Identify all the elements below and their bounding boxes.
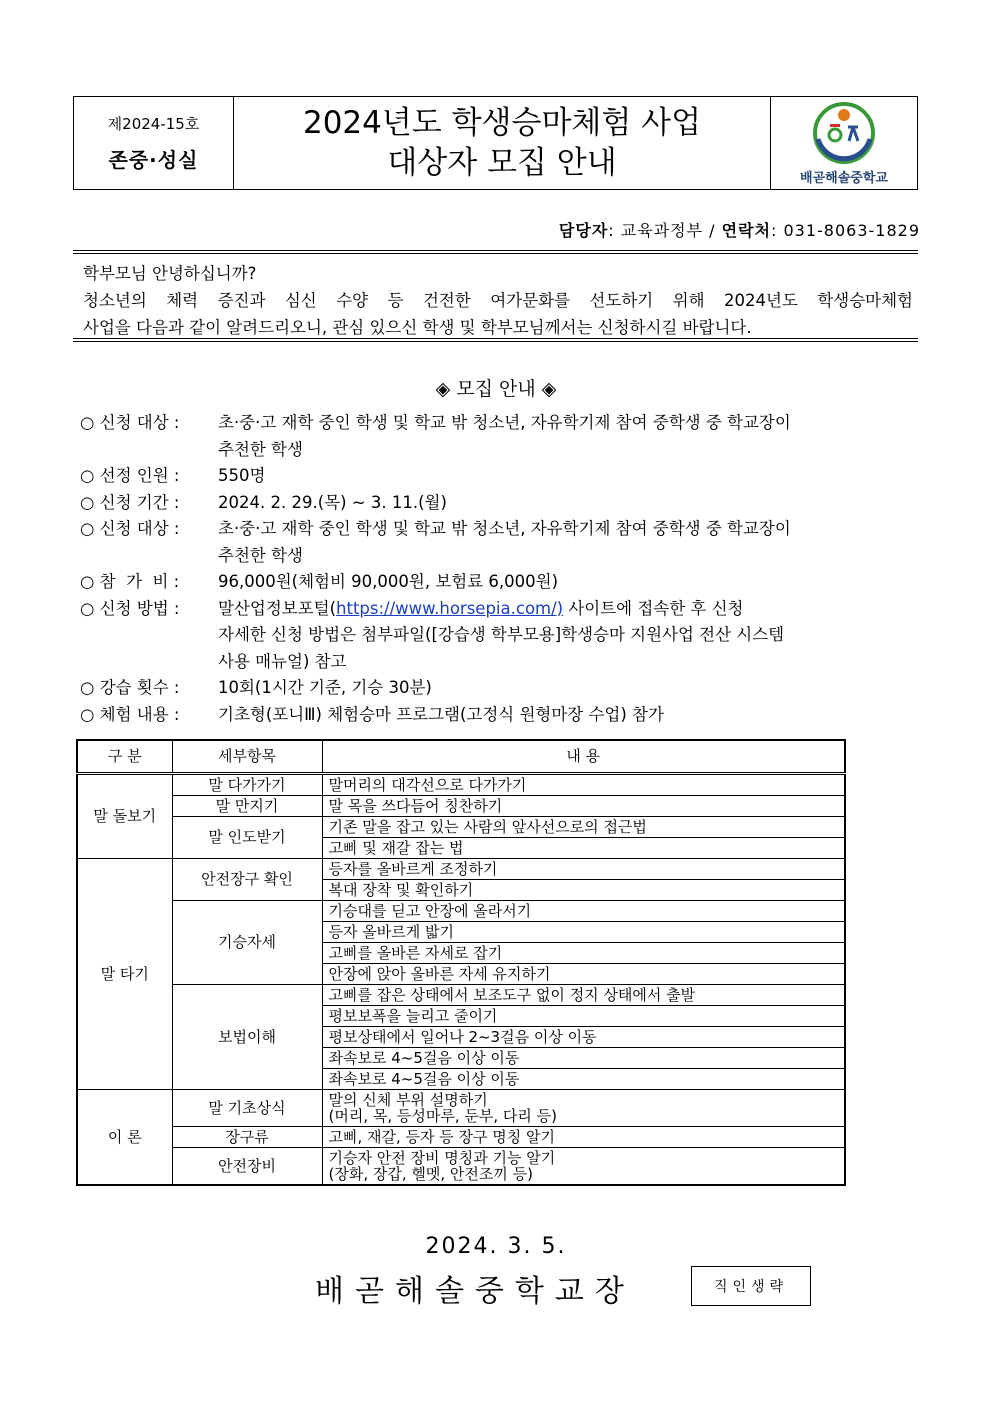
item-value: 기초형(포니Ⅲ) 체험승마 프로그램(고정식 원형마장 수업) 참가 — [218, 704, 664, 724]
content-cell: 기승대를 딛고 안장에 올라서기 — [322, 901, 845, 922]
seal-omitted-box: 직인생략 — [691, 1266, 811, 1306]
content-cell: 고삐, 재갈, 등자 등 장구 명칭 알기 — [322, 1127, 845, 1148]
section-title: ◈ 모집 안내 ◈ — [435, 378, 557, 400]
intro-text — [83, 260, 913, 341]
list-item — [80, 702, 922, 729]
content-cell: 기승자 안전 장비 명칭과 기능 알기 (장화, 장갑, 헬멧, 안전조끼 등) — [322, 1148, 845, 1186]
school-emblem-icon — [812, 101, 876, 165]
principal-signature: 배곧해솔중학교장 — [315, 1274, 635, 1309]
column-header: 세부항목 — [172, 740, 322, 774]
apply-detail-line: 자세한 신청 방법은 첨부파일([강습생 학부모용]학생승마 지원사업 전산 시스템 — [218, 625, 785, 644]
content-cell: 평보상태에서 일어나 2~3걸음 이상 이동 — [322, 1027, 845, 1048]
table-row — [77, 901, 845, 922]
item-label: ○ 신청 방법 : — [80, 598, 185, 618]
contact-value-manager: : 교육과정부 / — [608, 221, 722, 240]
item-value: 추천한 학생 — [218, 439, 303, 459]
intro-line-2: 사업을 다음과 같이 알려드리오니, 관심 있으신 학생 및 학부모님께서는 신청하시길 바랍니다. — [83, 318, 752, 337]
item-value: 10회(1시간 기준, 기승 30분) — [218, 678, 432, 697]
content-cell: 고삐를 올바른 자세로 잡기 — [322, 943, 845, 964]
item-value: 초·중·고 재학 중인 학생 및 학교 밖 청소년, 자유학기제 참여 중학생 중 학교장이 — [218, 519, 791, 538]
title-line-2: 대상자 모집 안내 — [387, 145, 617, 181]
divider-top — [73, 250, 918, 254]
content-cell: 좌속보로 4~5걸음 이상 이동 — [322, 1048, 845, 1069]
item-label: ○ 체험 내용 : — [80, 704, 185, 724]
category-cell: 말 돌보기 — [77, 774, 172, 859]
subitem-cell: 안전장비 — [172, 1148, 322, 1186]
table-row — [77, 1148, 845, 1186]
subitem-cell: 말 인도받기 — [172, 817, 322, 859]
category-cell: 이 론 — [77, 1090, 172, 1186]
document-header — [73, 96, 918, 190]
school-logo-cell — [770, 97, 917, 189]
table-header-row — [77, 740, 845, 774]
item-value: 추천한 학생 — [218, 545, 303, 565]
contact-label-phone: 연락처 — [721, 221, 771, 240]
subitem-cell: 기승자세 — [172, 901, 322, 985]
list-item — [80, 516, 922, 569]
content-cell: 좌속보로 4~5걸음 이상 이동 — [322, 1069, 845, 1090]
school-logo-name: 배곧해솔중학교 — [800, 170, 888, 186]
content-cell: 평보보폭을 늘리고 줄이기 — [322, 1006, 845, 1027]
content-cell: 말의 신체 부위 설명하기 (머리, 목, 등성마루, 둔부, 다리 등) — [322, 1090, 845, 1127]
table-row — [77, 774, 845, 796]
divider-bottom — [73, 338, 918, 342]
subitem-cell: 보법이해 — [172, 985, 322, 1090]
item-label: ○ 선정 인원 : — [80, 466, 185, 485]
column-header: 구 분 — [77, 740, 172, 774]
subitem-cell: 장구류 — [172, 1127, 322, 1148]
list-item — [80, 410, 922, 463]
table-row — [77, 1090, 845, 1127]
header-left-cell — [74, 97, 234, 189]
program-table — [76, 739, 846, 1186]
item-value: 초·중·고 재학 중인 학생 및 학교 밖 청소년, 자유학기제 참여 중학생 중 학교장이 — [218, 413, 791, 432]
contact-info — [559, 218, 920, 241]
item-label: ○ 신청 대상 : — [80, 413, 185, 432]
category-cell: 말 타기 — [77, 859, 172, 1090]
content-cell: 말머리의 대각선으로 다가가기 — [322, 774, 845, 796]
list-item — [80, 675, 922, 702]
column-header: 내 용 — [322, 740, 845, 774]
document-title — [234, 97, 770, 189]
list-item — [80, 490, 922, 517]
list-item — [80, 569, 922, 596]
item-value: 550명 — [218, 466, 266, 485]
apply-detail-line: 사용 매뉴얼) 참고 — [218, 651, 347, 671]
item-label: ○ 신청 대상 : — [80, 519, 185, 538]
table-row — [77, 1127, 845, 1148]
content-cell: 말 목을 쓰다듬어 칭찬하기 — [322, 796, 845, 817]
apply-prefix: 말산업정보포털( — [218, 598, 337, 618]
apply-suffix: 사이트에 접속한 후 신청 — [563, 598, 744, 618]
school-motto: 존중·성실 — [108, 148, 199, 172]
item-label: ○ 참 가 비 : — [80, 572, 185, 591]
content-cell: 복대 장착 및 확인하기 — [322, 880, 845, 901]
contact-label-manager: 담당자 — [558, 221, 609, 240]
intro-line-1: 청소년의 체력 증진과 심신 수양 등 건전한 여가문화를 선도하기 위해 2024년도 학생승마체험 — [83, 291, 913, 310]
table-row — [77, 985, 845, 1006]
content-cell: 고삐를 잡은 상태에서 보조도구 없이 정지 상태에서 출발 — [322, 985, 845, 1006]
recruit-items — [80, 410, 922, 728]
content-cell: 안장에 앉아 올바른 자세 유지하기 — [322, 964, 845, 985]
intro-greeting: 학부모님 안녕하십니까? — [83, 264, 257, 283]
content-cell: 기존 말을 잡고 있는 사람의 앞사선으로의 접근법 — [322, 817, 845, 838]
table-row — [77, 817, 845, 838]
content-cell: 고삐 및 재갈 잡는 법 — [322, 838, 845, 859]
table-row — [77, 796, 845, 817]
item-label: ○ 신청 기간 : — [80, 492, 185, 512]
table-row — [77, 859, 845, 880]
list-item — [80, 463, 922, 490]
contact-value-phone: : 031-8063-1829 — [771, 221, 920, 240]
issue-date: 2024. 3. 5. — [425, 1234, 567, 1259]
document-number: 제2024-15호 — [107, 115, 200, 133]
item-value: 2024. 2. 29.(목) ~ 3. 11.(월) — [218, 492, 447, 512]
content-cell: 등자를 올바르게 조정하기 — [322, 859, 845, 880]
content-cell: 등자 올바르게 밟기 — [322, 922, 845, 943]
subitem-cell: 말 기초상식 — [172, 1090, 322, 1127]
horsepia-link[interactable]: https://www.horsepia.com/) — [336, 598, 564, 618]
title-line-1: 2024년도 학생승마체험 사업 — [302, 105, 702, 141]
item-value: 96,000원(체험비 90,000원, 보험료 6,000원) — [218, 572, 559, 591]
item-label: ○ 강습 횟수 : — [80, 678, 185, 697]
subitem-cell: 안전장구 확인 — [172, 859, 322, 901]
subitem-cell: 말 만지기 — [172, 796, 322, 817]
subitem-cell: 말 다가가기 — [172, 774, 322, 796]
list-item-apply — [80, 596, 922, 676]
